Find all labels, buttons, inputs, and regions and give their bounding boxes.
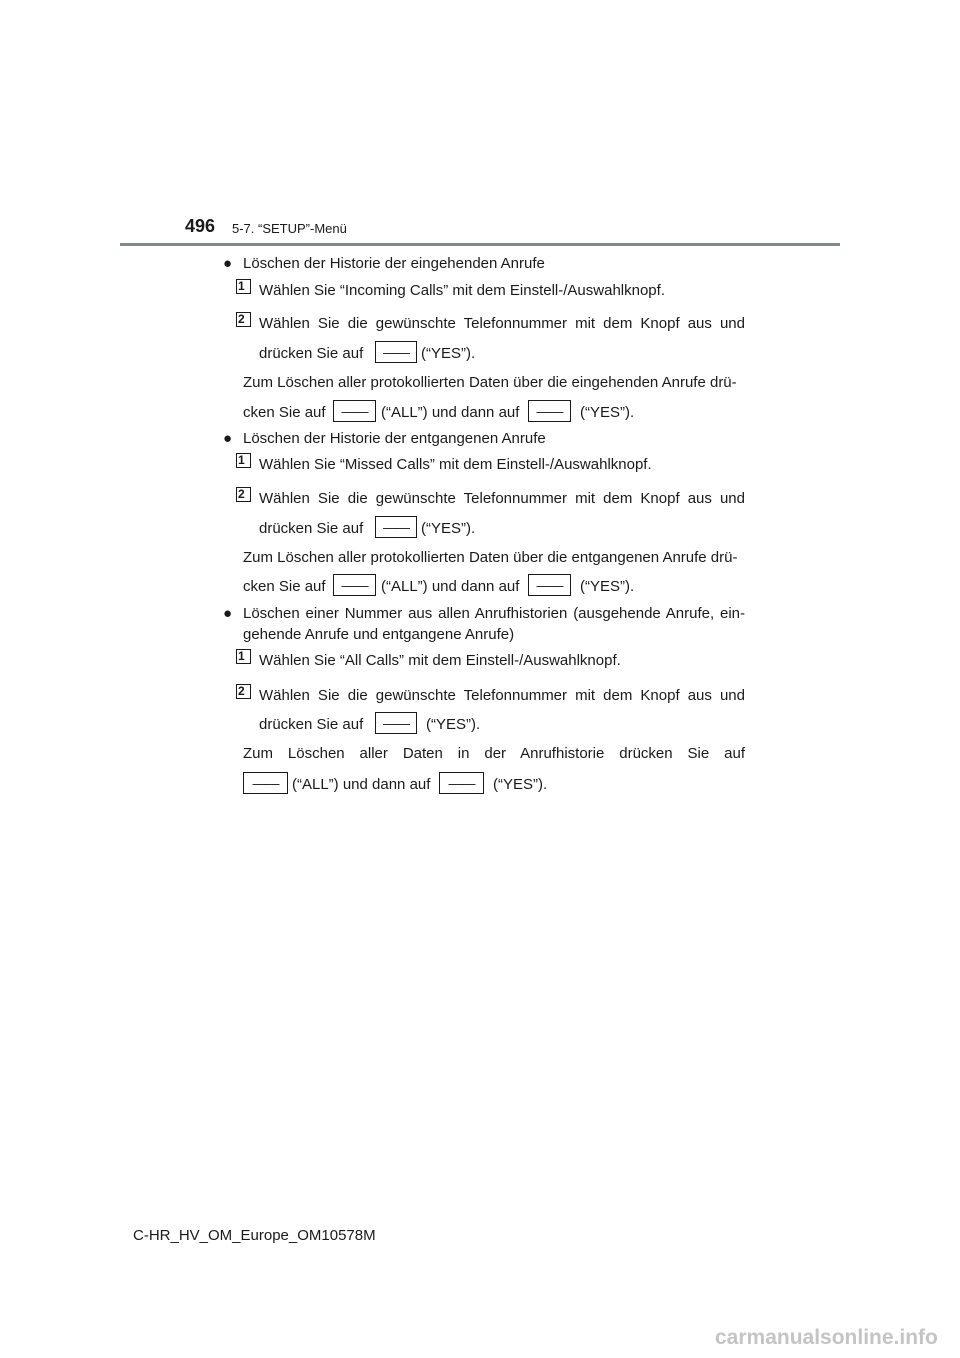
section-2-all-pre: cken Sie auf	[243, 578, 326, 595]
page-number: 496	[185, 216, 216, 236]
section-2-step-2-pre: drücken Sie auf	[259, 520, 364, 537]
section-2-step-2-post: (“YES”).	[421, 520, 476, 537]
step-2-badge: 2	[236, 312, 251, 327]
button-dash-icon: ——	[448, 775, 475, 791]
section-2-step-1: Wählen Sie “Missed Calls” mit dem Einstell-/Auswahlknopf.	[259, 456, 652, 473]
section-2-title: Löschen der Historie der entgangenen Anrufe	[243, 430, 546, 447]
section-3-title-line-2: gehende Anrufe und entgangene Anrufe)	[243, 626, 515, 643]
yes-button	[528, 574, 571, 596]
button-dash-icon: ——	[536, 403, 563, 419]
step-2-badge: 2	[236, 487, 251, 502]
yes-button	[375, 516, 417, 538]
all-button	[333, 574, 376, 596]
section-3-step-2-post: (“YES”).	[426, 716, 481, 733]
section-1-title: Löschen der Historie der eingehenden Anrufe	[243, 255, 545, 272]
section-1-step-2-post: (“YES”).	[421, 345, 476, 362]
step-1-badge: 1	[236, 453, 251, 468]
step-1-badge: 1	[236, 279, 251, 294]
yes-button	[439, 772, 484, 794]
button-dash-icon: ——	[341, 403, 368, 419]
step-2-badge: 2	[236, 684, 251, 699]
button-dash-icon: ——	[252, 775, 279, 791]
section-1-step-2-pre: drücken Sie auf	[259, 345, 364, 362]
section-1-all-mid: (“ALL”) und dann auf	[381, 404, 520, 421]
section-1-all-post: (“YES”).	[580, 404, 635, 421]
section-1-all-line-1: Zum Löschen aller protokollierten Daten über die eingehenden Anrufe drü-	[243, 374, 737, 391]
step-1-badge: 1	[236, 649, 251, 664]
all-button	[333, 400, 376, 422]
section-3-title-line-1: Löschen einer Nummer aus allen Anrufhistorien (ausgehende Anrufe, ein-	[243, 605, 745, 622]
section-2-step-2-line-1: Wählen Sie die gewünschte Telefonnummer mit dem Knopf aus und	[259, 490, 745, 507]
section-3-all-post: (“YES”).	[493, 776, 548, 793]
button-dash-icon: ——	[341, 577, 368, 593]
yes-button	[375, 712, 417, 734]
section-1-step-1: Wählen Sie “Incoming Calls” mit dem Einstell-/Auswahlknopf.	[259, 282, 665, 299]
section-3-all-line-1: Zum Löschen aller Daten in der Anrufhistorie drücken Sie auf	[243, 745, 745, 762]
section-1-all-pre: cken Sie auf	[243, 404, 326, 421]
button-dash-icon: ——	[383, 344, 409, 360]
section-3-step-1: Wählen Sie “All Calls” mit dem Einstell-/Auswahlknopf.	[259, 652, 621, 669]
bullet-icon: ●	[223, 430, 233, 447]
section-3-step-2-line-1: Wählen Sie die gewünschte Telefonnummer mit dem Knopf aus und	[259, 687, 745, 704]
section-1-step-2-line-1: Wählen Sie die gewünschte Telefonnummer mit dem Knopf aus und	[259, 315, 745, 332]
all-button	[243, 772, 288, 794]
watermark: carmanualsonline.info	[715, 1326, 938, 1349]
yes-button	[528, 400, 571, 422]
section-3-step-2-pre: drücken Sie auf	[259, 716, 364, 733]
header-divider	[120, 243, 840, 246]
yes-button	[375, 341, 417, 363]
section-2-all-line-1: Zum Löschen aller protokollierten Daten über die entgangenen Anrufe drü-	[243, 549, 738, 566]
section-2-all-post: (“YES”).	[580, 578, 635, 595]
document-id: C-HR_HV_OM_Europe_OM10578M	[133, 1227, 376, 1244]
section-2-all-mid: (“ALL”) und dann auf	[381, 578, 520, 595]
button-dash-icon: ——	[383, 519, 409, 535]
button-dash-icon: ——	[536, 577, 563, 593]
section-3-all-mid: (“ALL”) und dann auf	[292, 776, 431, 793]
section-title: 5-7. “SETUP”-Menü	[232, 221, 347, 236]
bullet-icon: ●	[223, 255, 233, 272]
bullet-icon: ●	[223, 605, 233, 622]
button-dash-icon: ——	[383, 715, 409, 731]
